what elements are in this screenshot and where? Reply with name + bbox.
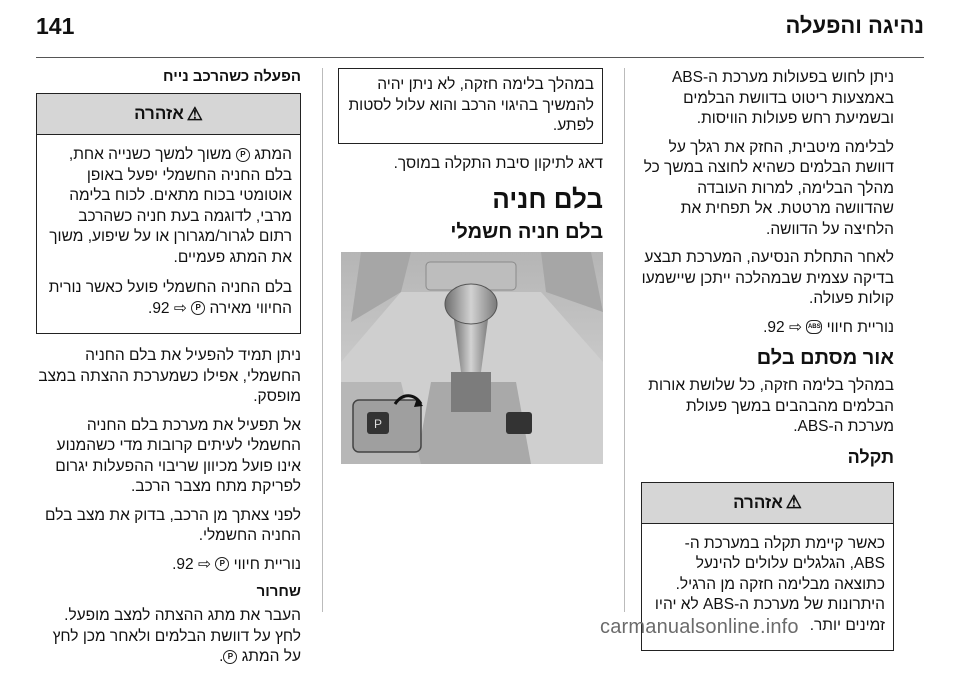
- warning-body: [37, 135, 300, 333]
- section-title: נהיגה והפעלה: [785, 13, 924, 38]
- abs-symbol-icon: ABS: [806, 320, 822, 334]
- heading-parking-brake: בלם חניה: [492, 184, 603, 214]
- page-reference[interactable]: 92: [176, 555, 194, 573]
- page-reference[interactable]: 92: [152, 299, 170, 317]
- warning-header: [37, 94, 300, 135]
- heading-apply-stationary: הפעלה כשהרכב נייח: [163, 68, 301, 85]
- always-apply-paragraph: ניתן תמיד להפעיל את בלם החניה החשמלי, אפילו כשמערכת ההצתה במצב מופסק.: [38, 347, 301, 405]
- heading-release: שחרור: [256, 583, 301, 600]
- reference-arrow-icon: ⇨: [173, 299, 187, 317]
- warning-triangle-icon: ⚠: [186, 103, 203, 124]
- indicator-label: נוריית חיווי: [233, 555, 301, 573]
- parking-brake-icon: P: [223, 650, 237, 664]
- switch-word: המתג: [254, 146, 292, 163]
- parking-brake-illustration: [341, 252, 603, 464]
- parking-indicator-icon: P: [191, 301, 205, 315]
- parking-brake-icon: P: [236, 148, 250, 162]
- heading-fault: תקלה: [847, 446, 894, 467]
- watermark: carmanualsonline.info: [600, 616, 799, 638]
- self-test-paragraph: לאחר התחלת הנסיעה, המערכת תבצע בדיקה עצמית שבמהלכה ייתכן שיישמעו קולות פעולה.: [641, 249, 894, 307]
- warning-title: אזהרה: [134, 104, 184, 123]
- abs-operation-paragraph: ניתן לחוש בפעולות מערכת ה-ABS באמצעות ריטוט בדוושת הבלמים ובשמיעת רחש פעולות הוויסות.: [671, 69, 894, 127]
- column-divider-right: [624, 68, 625, 612]
- center-console-image: [341, 252, 603, 464]
- left-column: [36, 68, 301, 676]
- release-text: העבר את מתג ההצתה למצב מופעל. לחץ על דוושת הבלמים ולאחר מכן לחץ על המתג: [52, 607, 301, 665]
- release-paragraph: העבר את מתג ההצתה למצב מופעל. לחץ על דוושת הבלמים ולאחר מכן לחץ על המתג P.: [52, 607, 301, 665]
- heading-electric-parking-brake: בלם חניה חשמלי: [450, 221, 603, 243]
- column-divider-left: [322, 68, 323, 612]
- indicator-label: נוריית חיווי: [826, 318, 894, 336]
- header-rule: [36, 57, 924, 58]
- right-column: [641, 68, 894, 663]
- middle-column: [338, 68, 603, 464]
- svg-text:P: P: [373, 417, 383, 431]
- indicator-text: בלם החניה החשמלי פועל כאשר נורית החיווי מאירה: [48, 279, 292, 317]
- parking-indicator-icon: P: [215, 557, 229, 571]
- parking-warning-box: [36, 93, 301, 334]
- indicator-instructions: בלם החניה החשמלי פועל כאשר נורית החיווי מאירה P ⇨ 92.: [48, 279, 292, 317]
- abs-warning-text: כאשר קיימת תקלה במערכת ה-ABS, הגלגלים עלולים להינעל כתוצאה מבלימה חזקה מן הרגיל. היתרונות של מערכת ה-ABS לא יהיו זמינים יותר.: [654, 534, 885, 634]
- parking-indicator-reference: נוריית חיווי P ⇨ 92.: [172, 555, 301, 573]
- reference-arrow-icon: ⇨: [788, 318, 802, 336]
- warning-header: [642, 483, 893, 524]
- steering-warning-text: במהלך בלימה חזקה, לא ניתן יהיה להמשיך בהיגוי הרכב והוא עלול לסטות לפתע.: [348, 76, 594, 134]
- steering-warning-box: [338, 68, 603, 144]
- warning-title: אזהרה: [733, 492, 783, 512]
- page-number: 141: [36, 13, 75, 39]
- heading-brake-light: אור מסתם בלם: [756, 347, 894, 369]
- check-before-leaving-paragraph: לפני צאתך מן הרכב, בדוק את מצב בלם החניה החשמלי.: [45, 506, 301, 544]
- reference-arrow-icon: ⇨: [197, 555, 211, 573]
- abs-braking-paragraph: לבלימה מיטבית, החזק את רגלך על דוושת הבלמים כשהיא לחוצה במשך כל מהלך הבלימה, למרות העובדה שהדוושה מרטטת. אל תפחית את הלחיצה על הדוושה.: [643, 138, 894, 238]
- page-reference[interactable]: 92: [767, 318, 785, 336]
- apply-instructions: [45, 145, 292, 268]
- apply-text: משוך למשך כשנייה אחת, בלם החניה החשמלי יפעל באופן אוטומטי בכוח מתאים. לכוח בלימה מרבי, לדוגמה בעת חניה כשהרכב רתום לגרור/מגרורן או על שיפוע, משוך את המתג פעמיים.: [49, 146, 292, 266]
- battery-paragraph: אל תפעיל את מערכת בלם החניה החשמלי לעיתים קרובות מדי כשהמנוע אינו פועל מכיוון שריבוי ההפעלות יגרום לפריקת מתח מצבר הרכב.: [55, 416, 301, 495]
- dealer-paragraph: דאג לתיקון סיבת התקלה במוסך.: [393, 154, 603, 172]
- warning-triangle-icon: ⚠: [785, 492, 802, 512]
- abs-indicator-reference: נוריית חיווי ABS ⇨ 92.: [763, 318, 894, 336]
- brake-light-paragraph: במהלך בלימה חזקה, כל שלושת אורות הבלמים מהבהבים במשך פעולת מערכת ה-ABS.: [648, 377, 894, 435]
